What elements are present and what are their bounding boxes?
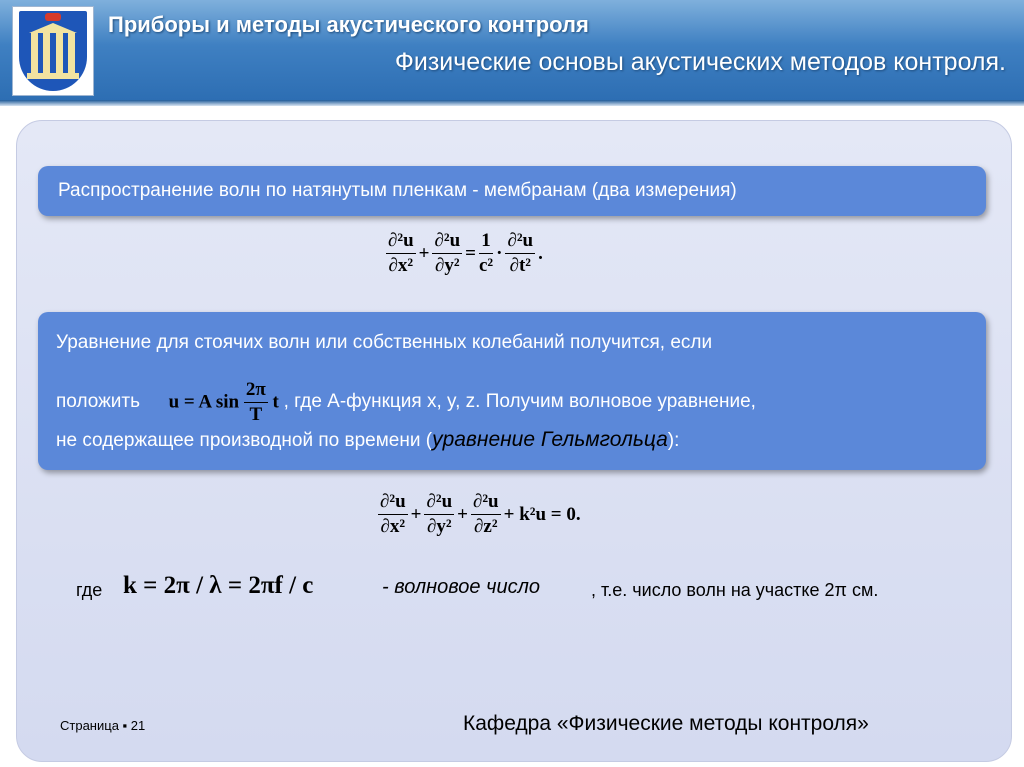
fraction: $\frac{1}{\text{c²}}$ [478, 230, 494, 276]
logo-base [27, 73, 79, 79]
logo-shield [19, 11, 87, 91]
logo-column [43, 33, 50, 73]
helmholtz-equation: $\frac{\text{∂²u}}{\text{∂x²}}$ + $\frac{\text{∂²u}}{\text{∂y²}}$ + $\frac{\text{∂²u}}{\text{∂z²}}$ + k²u = 0. [380, 491, 581, 537]
membrane-box [38, 166, 986, 216]
logo-column [56, 33, 63, 73]
membrane-text: Распространение волн по натянутым пленкам - мембранам (два измерения) [58, 180, 737, 201]
standing-waves-box [38, 312, 986, 470]
standing-waves-line2 [56, 378, 756, 427]
line2-prefix: положить [56, 390, 141, 412]
standing-wave-substitution: u = A sin $\frac{2\pi}{T}$ t [168, 379, 279, 425]
membrane-wave-equation: $\frac{\text{∂²u}}{\text{∂x²}}$ + $\frac{\text{∂²u}}{\text{∂y²}}$ = $\frac{1}{\text{c²}}$ · $\frac{\text{∂²u}}{\text{∂t²}}$ . [388, 230, 543, 276]
wave-number-formula: k = 2π / λ = 2πf / c [123, 572, 314, 599]
logo-column [31, 33, 38, 73]
fraction: $\frac{\text{∂²u}}{\text{∂y²}}$ [434, 230, 461, 276]
wave-number-term: - волновое число [382, 576, 540, 598]
fraction: $\frac{\text{∂²u}}{\text{∂t²}}$ [507, 230, 534, 276]
header-divider [0, 100, 1024, 106]
helmholtz-term: уравнение Гельмгольца [432, 428, 668, 451]
logo-crest [45, 13, 61, 21]
slide-subtitle: Физические основы акустических методов контроля. [394, 48, 1006, 76]
fraction: $\frac{\text{∂²u}}{\text{∂x²}}$ [388, 230, 414, 276]
fraction: $\frac{\text{∂²u}}{\text{∂z²}}$ [472, 491, 499, 537]
logo-column [68, 33, 75, 73]
fraction: $\frac{\text{∂²u}}{\text{∂x²}}$ [380, 491, 406, 537]
logo-pediment [29, 23, 77, 33]
line2-suffix: , где А-функция x, y, z. Получим волновое уравнение, [283, 390, 756, 412]
page-number: Страница ▪ 21 [60, 718, 146, 733]
standing-waves-line1: Уравнение для стоячих волн или собственных колебаний получится, если [56, 332, 713, 353]
department-name: Кафедра «Физические методы контроля» [463, 712, 869, 735]
fraction: $\frac{\text{∂²u}}{\text{∂y²}}$ [426, 491, 453, 537]
fraction: $\frac{2\pi}{T}$ [245, 379, 266, 425]
wave-number-explanation: , т.е. число волн на участке 2π см. [591, 580, 879, 600]
slide-title: Приборы и методы акустического контроля [108, 12, 589, 37]
university-logo [12, 6, 94, 96]
definition-where: где [76, 580, 103, 600]
standing-waves-line3: не содержащее производной по времени (уравнение Гельмгольца): [56, 428, 680, 451]
